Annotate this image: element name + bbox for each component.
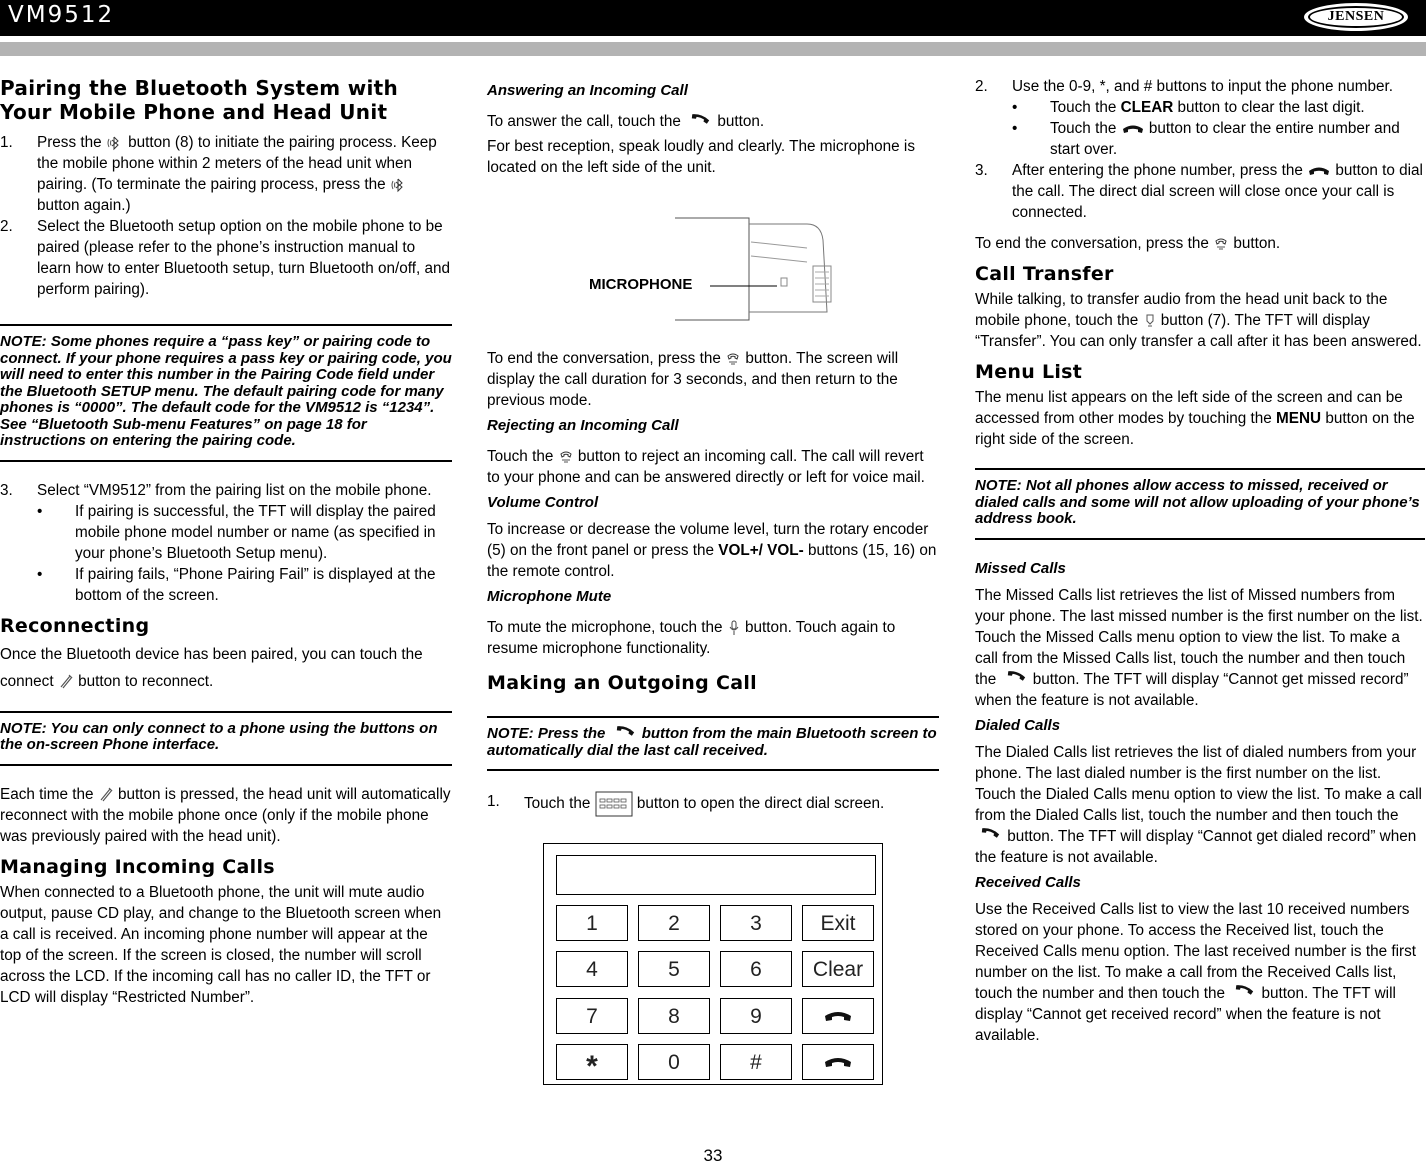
para-text: While talking, to transfer audio from the head unit back to the mobile phone, touch the bbox=[975, 291, 1388, 329]
phone-answer-icon bbox=[975, 828, 1003, 844]
para-text: The Missed Calls list retrieves the list of Missed numbers from your phone. The last missed number is the first number on the list. Touch the Missed Calls menu option to view the list. To make a call from the Missed Calls list, touch the number and then touch the bbox=[975, 586, 1423, 688]
dial-call-icon bbox=[823, 1009, 853, 1023]
step-text: Use the 0-9, *, and # buttons to input the phone number. bbox=[1012, 78, 1393, 95]
pairing-title: Pairing the Bluetooth System with Your Mobile Phone and Head Unit bbox=[0, 76, 399, 124]
rejecting-title: Rejecting an Incoming Call bbox=[487, 417, 679, 434]
reconnecting-title: Reconnecting bbox=[0, 614, 150, 637]
para-bold: MENU bbox=[1276, 410, 1322, 427]
para-text: button. The screen will display the call duration for 3 seconds, and then return to the previous mode. bbox=[487, 350, 899, 409]
end-call-icon bbox=[558, 449, 574, 465]
dial-call-icon bbox=[1307, 165, 1331, 177]
volume-text bbox=[487, 519, 939, 582]
bullet-text: button to clear the last digit. bbox=[1177, 99, 1365, 116]
column-right bbox=[975, 76, 1425, 1050]
each-time-text bbox=[0, 784, 452, 847]
bullet-mark: • bbox=[1012, 99, 1018, 116]
para-text: button. The TFT will display “Cannot get received record” when the feature is not available. bbox=[975, 984, 1396, 1044]
header-bar bbox=[0, 0, 1426, 36]
key-hash[interactable]: # bbox=[720, 1044, 792, 1080]
key-2[interactable]: 2 bbox=[638, 905, 710, 941]
column-middle bbox=[487, 76, 939, 1085]
answering-title: Answering an Incoming Call bbox=[487, 82, 688, 99]
phone-answer-icon bbox=[1229, 985, 1257, 1001]
step-3 bbox=[0, 480, 452, 501]
outgoing-title: Making an Outgoing Call bbox=[487, 672, 757, 694]
step-2 bbox=[975, 76, 1425, 97]
step-text: After entering the phone number, press the bbox=[1012, 162, 1303, 179]
para-text: The menu list appears on the left side of the screen and can be accessed from other modes by touching the bbox=[975, 389, 1403, 427]
bullet-mark: • bbox=[37, 565, 43, 583]
step-text: Touch the bbox=[524, 795, 591, 813]
connect-icon bbox=[98, 785, 114, 803]
note-text: button from the main Bluetooth screen to automatically dial the last call received. bbox=[487, 725, 937, 759]
unit-side-drawing bbox=[487, 182, 939, 332]
para-text: button. The TFT will display “Cannot get dialed record” when the feature is not available. bbox=[975, 827, 1417, 866]
transfer-text bbox=[975, 289, 1425, 352]
dial-number-display bbox=[556, 855, 876, 895]
step-number: 1. bbox=[0, 134, 13, 151]
bullet-text: If pairing is successful, the TFT will display the paired mobile phone model number or name (as specified in your phone’s Bluetooth Setup menu). bbox=[75, 502, 436, 562]
bullet-item bbox=[1012, 118, 1425, 160]
bullet-text: Touch the bbox=[1050, 99, 1117, 116]
mute-title: Microphone Mute bbox=[487, 588, 612, 605]
end-call-icon bbox=[725, 351, 741, 367]
jensen-logo bbox=[1304, 3, 1408, 31]
key-4[interactable]: 4 bbox=[556, 951, 628, 987]
touch-step bbox=[487, 791, 939, 817]
para-text: The Dialed Calls list retrieves the list of dialed numbers from your phone. The last dialed number is the first number on the list. Touch the Dialed Calls menu option to view the list. To make a call from the Dialed Calls list, touch the number and then touch the bbox=[975, 743, 1422, 824]
step-text: button again.) bbox=[37, 197, 131, 214]
step-number: 2. bbox=[0, 218, 13, 235]
step-2 bbox=[0, 216, 452, 300]
exit-button[interactable]: Exit bbox=[802, 905, 874, 941]
step-text: button to dial the call. The direct dial screen will close once your call is connected. bbox=[1012, 162, 1423, 221]
key-6[interactable]: 6 bbox=[720, 951, 792, 987]
para-text: To end the conversation, press the bbox=[975, 235, 1209, 252]
para-text: Each time the bbox=[0, 785, 94, 803]
menu-text bbox=[975, 387, 1425, 450]
clear-button[interactable]: Clear bbox=[802, 951, 874, 987]
phone-answer-icon bbox=[1001, 671, 1029, 687]
bullet-item bbox=[37, 564, 452, 606]
dial-call-button[interactable] bbox=[802, 998, 874, 1034]
note-pass-key: NOTE: Some phones require a “pass key” or pairing code to connect. If your phone requires a pass key or pairing code, you will need to enter this number in the Pairing Code field under the Bluetooth SETUP menu. The default pairing code for many phones is “0000”. The default code for the VM9512 is “1234”. See “Bluetooth Sub-menu Features” on page 18 for instructions on entering the pairing code. bbox=[0, 324, 452, 462]
missed-text bbox=[975, 585, 1425, 711]
para-text: button to reject an incoming call. The call will revert to your phone and can be answered directly or left for voice mail. bbox=[487, 448, 925, 486]
step-1 bbox=[0, 132, 452, 216]
para-text: To answer the call, touch the bbox=[487, 113, 681, 130]
key-9[interactable]: 9 bbox=[720, 998, 792, 1034]
note-text: NOTE: Press the bbox=[487, 725, 606, 742]
bullet-item bbox=[1012, 97, 1425, 118]
key-7[interactable]: 7 bbox=[556, 998, 628, 1034]
para-text: button. The TFT will display “Cannot get missed record” when the feature is not available. bbox=[975, 670, 1409, 709]
para-text: To end the conversation, press the bbox=[487, 350, 721, 367]
missed-title: Missed Calls bbox=[975, 559, 1066, 577]
hang-up-icon bbox=[823, 1055, 853, 1069]
step-number: 1. bbox=[487, 793, 500, 810]
step-number: 2. bbox=[975, 78, 988, 95]
note-address-book: NOTE: Not all phones allow access to missed, received or dialed calls and some will not allow uploading of your phone’s address book. bbox=[975, 468, 1425, 540]
menu-list-title: Menu List bbox=[975, 361, 1083, 383]
connect-icon bbox=[58, 672, 74, 690]
page-number: 33 bbox=[703, 1146, 723, 1165]
end-text bbox=[975, 233, 1425, 254]
end-call-text bbox=[487, 348, 939, 411]
answer-text bbox=[487, 111, 939, 132]
microphone-icon bbox=[727, 620, 741, 636]
bullet-text: Touch the bbox=[1050, 120, 1117, 137]
header-rule bbox=[0, 42, 1426, 56]
step-3 bbox=[975, 160, 1425, 223]
key-3[interactable]: 3 bbox=[720, 905, 792, 941]
para-text: button. bbox=[1233, 235, 1281, 252]
key-0[interactable]: 0 bbox=[638, 1044, 710, 1080]
dialed-text bbox=[975, 742, 1425, 868]
para-text: button is pressed, the head unit will automatically reconnect with the mobile phone once (only if the mobile phone was previously paired with the head unit). bbox=[0, 785, 451, 845]
keypad-icon bbox=[595, 791, 633, 817]
managing-title: Managing Incoming Calls bbox=[0, 855, 275, 878]
reject-text bbox=[487, 446, 939, 488]
bluetooth-pair-icon bbox=[390, 177, 408, 193]
logo-text: JENSEN bbox=[1308, 6, 1404, 28]
end-call-icon bbox=[1213, 236, 1229, 252]
para-text: To increase or decrease the volume level, turn the rotary encoder (5) on the front panel or press the bbox=[487, 521, 929, 559]
para-text: Once the Bluetooth device has been paired, you can touch the connect bbox=[0, 645, 423, 690]
note-last-call bbox=[487, 716, 939, 771]
phone-answer-icon bbox=[610, 726, 638, 742]
bullet-item bbox=[37, 501, 452, 564]
para-text: Use the Received Calls list to view the last 10 received numbers stored on your phone. To access the Received list, touch the Received Calls menu option. The last received number is the first number on the list. To make a call from the Received Calls list, touch the number and then touch the bbox=[975, 900, 1416, 1002]
direct-dial-screen bbox=[543, 843, 883, 1085]
para-text: button. bbox=[717, 113, 765, 130]
microphone-figure bbox=[487, 182, 939, 332]
para-text: To mute the microphone, touch the bbox=[487, 619, 723, 636]
received-text bbox=[975, 899, 1425, 1046]
microphone-label: MICROPHONE bbox=[589, 276, 693, 293]
para-text: buttons (15, 16) on the remote control. bbox=[487, 542, 937, 580]
dialed-title: Dialed Calls bbox=[975, 716, 1061, 734]
volume-title: Volume Control bbox=[487, 494, 599, 511]
transfer-icon bbox=[1143, 313, 1157, 329]
para-text: button. Touch again to resume microphone functionality. bbox=[487, 619, 896, 657]
bullet-mark: • bbox=[1012, 120, 1018, 137]
column-left bbox=[0, 76, 452, 1012]
key-8[interactable]: 8 bbox=[638, 998, 710, 1034]
model-name: VM9512 bbox=[8, 2, 115, 28]
step-text: Select the Bluetooth setup option on the mobile phone to be paired (please refer to the phone’s instruction manual to learn how to enter Bluetooth setup, turn Bluetooth on/off, and perform pairing). bbox=[37, 218, 451, 298]
para-text: button (7). The TFT will display “Transfer”. You can only transfer a call after it has been answered. bbox=[975, 312, 1422, 350]
hang-up-button[interactable] bbox=[802, 1044, 874, 1080]
step-number: 3. bbox=[0, 481, 13, 499]
key-star[interactable]: * bbox=[556, 1044, 628, 1080]
para-text: Touch the bbox=[487, 448, 554, 465]
managing-text: When connected to a Bluetooth phone, the unit will mute audio output, pause CD play, and change to the Bluetooth screen when a call is received. An incoming phone number will appear at the top of the screen. If the screen is closed, the number will scroll across the LCD. If the incoming call has no caller ID, the TFT or LCD will display “Restricted Number”. bbox=[0, 883, 442, 1006]
phone-answer-icon bbox=[685, 114, 713, 130]
bullet-bold: CLEAR bbox=[1120, 99, 1174, 116]
bullet-text: If pairing fails, “Phone Pairing Fail” is displayed at the bottom of the screen. bbox=[75, 565, 436, 604]
bluetooth-pair-icon bbox=[106, 135, 124, 151]
para-text: button on the right side of the screen. bbox=[975, 410, 1415, 448]
hang-up-icon bbox=[1121, 123, 1145, 135]
mute-text bbox=[487, 617, 939, 659]
key-1[interactable]: 1 bbox=[556, 905, 628, 941]
note-connect: NOTE: You can only connect to a phone using the buttons on the on-screen Phone interface. bbox=[0, 711, 452, 766]
step-number: 3. bbox=[975, 162, 988, 179]
step-text: button (8) to initiate the pairing process. Keep the mobile phone within 2 meters of the head unit when pairing. (To terminate the pairing process, press the bbox=[37, 134, 437, 193]
reconnect-text bbox=[0, 641, 452, 695]
step-text: Select “VM9512” from the pairing list on the mobile phone. bbox=[37, 481, 432, 499]
step-text: button to open the direct dial screen. bbox=[636, 795, 885, 813]
bullet-text: button to clear the entire number and start over. bbox=[1050, 120, 1400, 158]
key-5[interactable]: 5 bbox=[638, 951, 710, 987]
reception-text: For best reception, speak loudly and clearly. The microphone is located on the left side of the unit. bbox=[487, 138, 915, 176]
para-bold: VOL+/ VOL- bbox=[718, 542, 804, 559]
step-text: Press the bbox=[37, 134, 102, 151]
bullet-mark: • bbox=[37, 502, 43, 520]
para-text: button to reconnect. bbox=[78, 672, 214, 690]
transfer-title: Call Transfer bbox=[975, 263, 1114, 285]
received-title: Received Calls bbox=[975, 873, 1081, 891]
